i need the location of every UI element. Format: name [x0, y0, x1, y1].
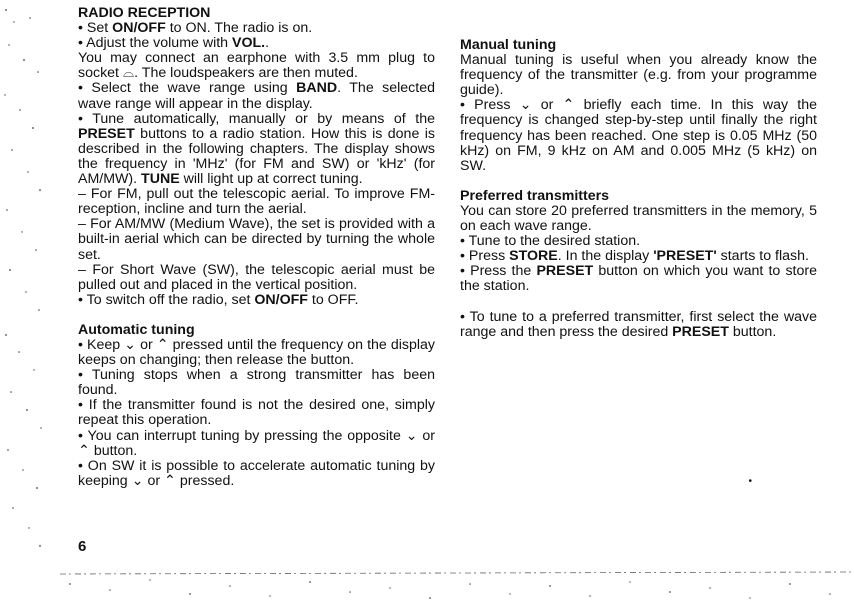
step-volume: • Adjust the volume with VOL..: [78, 35, 270, 52]
fm-aerial-note: – For FM, pull out the telescopic aerial. To improve FM-reception, incline and turn the aerial.: [78, 186, 435, 218]
step-tune: • Tune automatically, manually or by means of the PRESET buttons to a radio station. How this is done is described in the following chapters. The display shows the frequency in 'MHz' (for FM and SW) or 'kHz' (for AM/MW). TUNE will light up at correct tuning.: [78, 110, 435, 188]
page-number: 6: [78, 538, 87, 555]
preferred-transmitters-heading: Preferred transmitters: [460, 187, 610, 204]
preferred-step-3: • Press the PRESET button on which you want to store the station.: [460, 263, 818, 295]
earphone-note: You may connect an earphone with 3.5 mm plug to socket ⌓. The loudspeakers are then muted.: [78, 50, 435, 82]
sw-aerial-note: – For Short Wave (SW), the telescopic aerial must be pulled out and placed in the vertical position.: [78, 261, 435, 293]
am-aerial-note: – For AM/MW (Medium Wave), the set is provided with a built-in aerial which can be directed by turning the whole set.: [78, 216, 435, 263]
scan-noise-bottom-edge: [0, 560, 854, 606]
manual-tuning-heading: Manual tuning: [460, 37, 557, 53]
auto-step-3: • If the transmitter found is not the desired one, simply repeat this operation.: [78, 397, 435, 429]
manual-step: • Press ⌄ or ⌃ briefly each time. In this way the frequency is changed step-by-step until finally the right frequency has been reached. One step is 0.05 MHz (50 kHz) on FM, 9 kHz on AM and 0.005 MHz (5 kHz) on SW.: [460, 97, 817, 174]
scan-speck: •: [748, 476, 752, 487]
step-band: • Select the wave range using BAND. The selected wave range will appear in the display.: [78, 80, 435, 112]
preferred-step-1: • Tune to the desired station.: [460, 233, 641, 250]
auto-step-5: • On SW it is possible to accelerate automatic tuning by keeping ⌄ or ⌃ pressed.: [78, 457, 435, 489]
automatic-tuning-heading: Automatic tuning: [78, 321, 195, 338]
right-column: [460, 38, 817, 340]
preferred-intro: You can store 20 preferred transmitters in the memory, 5 on each wave range.: [460, 202, 817, 235]
auto-step-1: • Keep ⌄ or ⌃ pressed until the frequency on the display keeps on changing; then release the button.: [78, 336, 435, 369]
manual-intro: Manual tuning is useful when you already know the frequency of the transmitter (e.g. from your programme guide).: [460, 52, 817, 99]
preferred-step-2: • Press STORE. In the display 'PRESET' starts to flash.: [460, 248, 809, 265]
step-switch-off: • To switch off the radio, set ON/OFF to OFF.: [78, 291, 359, 308]
step-on-off: • Set ON/OFF to ON. The radio is on.: [78, 20, 313, 37]
auto-step-4: • You can interrupt tuning by pressing the opposite ⌄ or ⌃ button.: [78, 427, 435, 459]
scan-noise-left-edge: [0, 0, 46, 606]
preferred-step-4: • To tune to a preferred transmitter, first select the wave range and then press the desired PRESET button.: [460, 308, 817, 340]
left-column: [78, 6, 435, 489]
radio-reception-heading: RADIO RECEPTION: [78, 5, 211, 21]
auto-step-2: • Tuning stops when a strong transmitter has been found.: [78, 367, 435, 399]
